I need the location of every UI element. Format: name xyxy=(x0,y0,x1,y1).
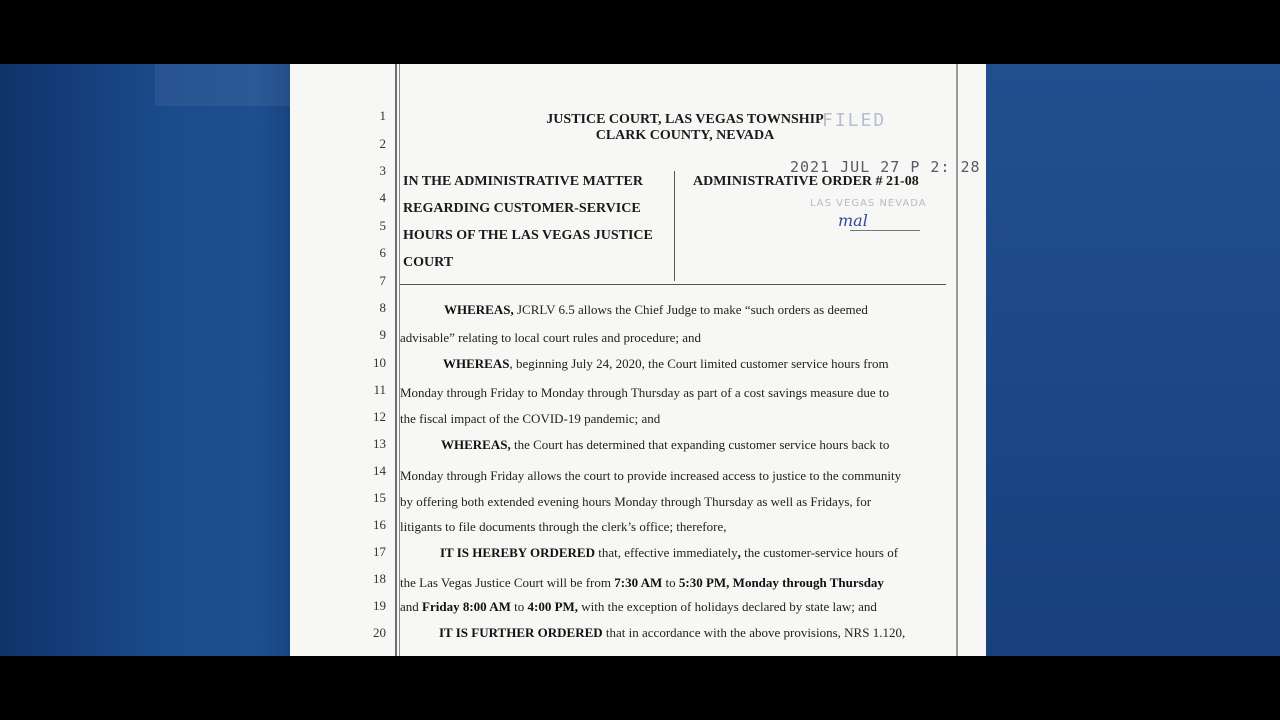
order-number: ADMINISTRATIVE ORDER # 21-08 xyxy=(693,174,919,189)
body-line xyxy=(400,385,960,401)
line-number: 11 xyxy=(373,382,386,397)
body-text: Monday through Friday to Monday through Thursday as part of a cost savings measure due to xyxy=(400,385,889,400)
case-caption xyxy=(403,168,663,276)
line-number: 20 xyxy=(373,625,386,640)
body-text: advisable” relating to local court rules and procedure; and xyxy=(400,330,702,345)
line-number: 6 xyxy=(379,245,386,260)
location-stamp: LAS VEGAS NEVADA xyxy=(810,198,927,209)
friday-hours-start: Friday 8:00 AM xyxy=(422,599,511,614)
line-number: 17 xyxy=(373,544,386,559)
body-text: Monday through Friday allows the court to provide increased access to justice to the community xyxy=(400,468,902,483)
line-number: 10 xyxy=(373,355,386,370)
backdrop-right-panel xyxy=(986,64,1280,656)
line-number: 19 xyxy=(373,598,386,613)
line-number: 16 xyxy=(373,517,386,532)
body-text: and xyxy=(400,599,423,614)
body-text: litigants to file documents through the clerk’s office; therefore, xyxy=(400,519,727,534)
body-line xyxy=(400,575,960,591)
line-number: 4 xyxy=(379,190,386,205)
line-number: 14 xyxy=(373,463,386,478)
body-line xyxy=(400,599,960,615)
line-number: 7 xyxy=(379,273,386,288)
friday-hours-end: 4:00 PM, xyxy=(527,599,579,614)
caption-line: COURT xyxy=(403,255,454,270)
line-number: 8 xyxy=(379,300,386,315)
caption-line: REGARDING CUSTOMER-SERVICE xyxy=(403,201,641,216)
hours-end: 5:30 PM, Monday through Thursday xyxy=(678,575,884,590)
body-line xyxy=(400,437,960,453)
body-text: , beginning July 24, 2020, the Court limited customer service hours from xyxy=(509,356,889,371)
body-line xyxy=(400,468,960,484)
county-name: CLARK COUNTY, NEVADA xyxy=(595,128,775,143)
line-number: 18 xyxy=(373,571,386,586)
line-number: 12 xyxy=(373,409,386,424)
caption-bottom-rule xyxy=(400,284,946,285)
body-line xyxy=(400,545,960,561)
body-text: to xyxy=(510,599,528,614)
body-line xyxy=(400,411,960,427)
whereas-label: WHEREAS xyxy=(443,356,510,371)
body-text: the customer-service hours of xyxy=(740,545,899,560)
body-line xyxy=(400,519,960,535)
line-number: 15 xyxy=(373,490,386,505)
body-text: JCRLV 6.5 allows the Chief Judge to make “such orders as deemed xyxy=(513,302,868,317)
line-number: 9 xyxy=(379,327,386,342)
body-line xyxy=(400,625,960,641)
line-number: 2 xyxy=(379,136,386,151)
order-label: IT IS FURTHER ORDERED xyxy=(439,625,603,640)
letterbox-bottom xyxy=(0,656,1280,720)
body-text: that in accordance with the above provisions, NRS 1.120, xyxy=(602,625,906,640)
line-number: 3 xyxy=(379,163,386,178)
body-text: to xyxy=(662,575,679,590)
court-name: JUSTICE COURT, LAS VEGAS TOWNSHIP xyxy=(546,112,824,127)
letterbox-top xyxy=(0,0,1280,64)
body-text: the Las Vegas Justice Court will be from xyxy=(400,575,615,590)
whereas-label: WHEREAS, xyxy=(441,437,511,452)
line-number: 13 xyxy=(373,436,386,451)
line-number: 5 xyxy=(379,218,386,233)
body-text: that, effective immediately xyxy=(594,545,738,560)
caption-line: IN THE ADMINISTRATIVE MATTER xyxy=(403,174,643,189)
caption-divider xyxy=(674,171,675,281)
signature-line xyxy=(850,230,920,231)
body-text: by offering both extended evening hours Monday through Thursday as well as Fridays, for xyxy=(400,494,872,509)
filing-date-stamp: 2021 JUL 27 P 2: 28 xyxy=(790,158,981,176)
order-label: IT IS HEREBY ORDERED xyxy=(440,545,595,560)
whereas-label: WHEREAS, xyxy=(444,302,514,317)
body-line xyxy=(400,302,960,318)
clerk-initials: mal xyxy=(838,211,868,230)
body-bold: , xyxy=(737,545,741,560)
body-text: the Court has determined that expanding customer service hours back to xyxy=(510,437,890,452)
body-text: the fiscal impact of the COVID-19 pandemic; and xyxy=(400,411,661,426)
body-line xyxy=(400,494,960,510)
pleading-margin-line xyxy=(395,64,397,656)
body-text: with the exception of holidays declared by state law; and xyxy=(578,599,877,614)
filed-stamp: FILED xyxy=(822,110,887,131)
backdrop-band xyxy=(155,64,290,106)
body-line xyxy=(400,356,960,372)
court-document xyxy=(290,64,986,656)
line-number: 1 xyxy=(379,108,386,123)
hours-start: 7:30 AM xyxy=(614,575,663,590)
body-line xyxy=(400,330,960,346)
caption-line: HOURS OF THE LAS VEGAS JUSTICE xyxy=(403,228,653,243)
